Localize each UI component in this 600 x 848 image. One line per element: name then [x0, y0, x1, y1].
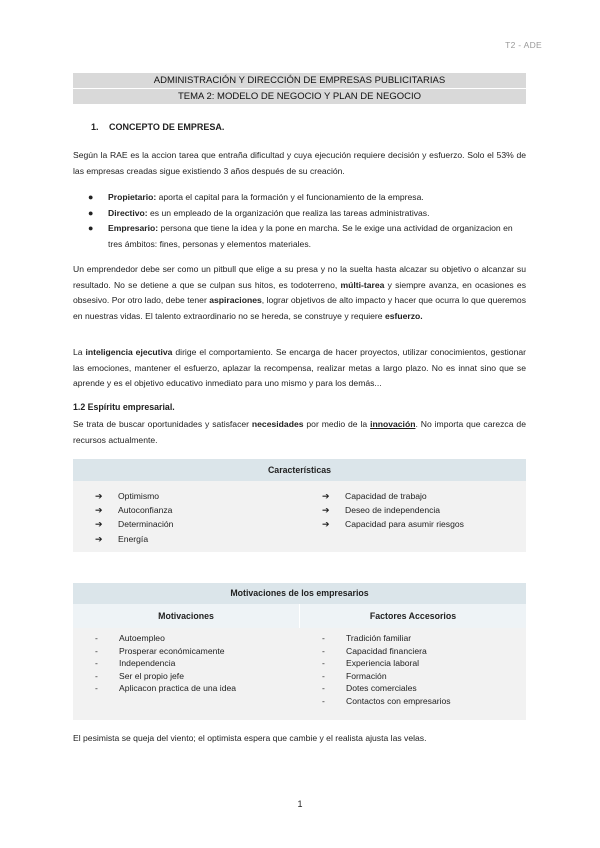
item-label: Optimismo — [118, 491, 160, 501]
list-item — [322, 645, 451, 658]
list-item — [322, 632, 451, 645]
bullet-icon: ● — [88, 192, 94, 202]
list-item — [95, 645, 236, 658]
bold-run: necesidades — [251, 419, 304, 429]
characteristics-right-list — [322, 489, 464, 532]
topic-banner: TEMA 2: MODELO DE NEGOCIO Y PLAN DE NEGOCIO — [73, 89, 526, 104]
term: Propietario: — [108, 192, 157, 202]
arrow-right-icon: ➔ — [95, 533, 103, 544]
item-label: Independencia — [119, 658, 176, 669]
list-item — [95, 670, 236, 683]
section-number: 1. — [91, 122, 99, 132]
characteristics-left-list — [95, 489, 173, 546]
dash-icon: - — [322, 695, 325, 706]
list-item — [95, 489, 173, 503]
characteristics-table — [73, 459, 526, 552]
arrow-right-icon: ➔ — [95, 505, 103, 516]
text-run: Un emprendedor debe ser como un pitbull que elige a su presa y no la suelta hasta alcazar su objetivo o alcanzar su resultado. No se detiene a que se culpan sus hitos, es todoterreno, — [73, 264, 526, 290]
list-item — [95, 517, 173, 531]
page-number: 1 — [297, 799, 303, 809]
dash-icon: - — [322, 670, 325, 681]
dash-icon: - — [95, 645, 98, 656]
bullet-icon: ● — [88, 223, 94, 234]
text-run: La — [73, 347, 86, 357]
item-label: Experiencia laboral — [346, 658, 420, 669]
text-run: Se trata de buscar oportunidades y satisfacer — [73, 419, 252, 429]
table-subheader — [73, 604, 526, 628]
paragraph-espiritu — [73, 417, 526, 448]
list-item — [88, 190, 528, 206]
dash-icon: - — [95, 670, 98, 681]
section-heading — [91, 122, 224, 132]
bold-run: esfuerzo. — [384, 310, 423, 321]
item-label: Autoconfianza — [118, 505, 173, 516]
table-header: Motivaciones de los empresarios — [73, 583, 526, 604]
term: Directivo: — [108, 207, 148, 218]
closing-quote: El pesimista se queja del viento; el optimista espera que cambie y el realista ajusta las velas. — [73, 733, 427, 743]
bold-run: múlti-tarea — [340, 279, 385, 290]
bold-run: aspiraciones — [209, 295, 262, 306]
arrow-right-icon: ➔ — [322, 505, 330, 516]
list-item — [322, 682, 451, 695]
dash-icon: - — [322, 658, 325, 669]
item-label: Prosperar económicamente — [119, 645, 225, 656]
page-header-label: T2 - ADE — [505, 40, 542, 50]
dash-icon: - — [95, 658, 98, 669]
item-label: Capacidad para asumir riesgos — [345, 519, 464, 530]
list-item — [95, 503, 173, 517]
roles-list — [88, 190, 528, 252]
subsection-heading: 1.2 Espíritu empresarial. — [73, 402, 175, 412]
paragraph-emprendedor — [73, 262, 526, 324]
section-title: CONCEPTO DE EMPRESA. — [109, 122, 225, 132]
item-label: Energía — [118, 533, 149, 544]
dash-icon: - — [95, 683, 98, 694]
bullet-icon: ● — [88, 207, 94, 218]
list-item — [322, 503, 464, 517]
list-item — [88, 221, 528, 252]
table-body — [73, 481, 526, 552]
item-label: Deseo de independencia — [345, 505, 441, 516]
text-run: y siempre avanza, en ocasiones es obsesivo. Por otro lado, debe tener — [73, 279, 527, 306]
paragraph-rae: Según la RAE es la accion tarea que entraña dificultad y cuya ejecución requiere decisión y esfuerzo. Solo el 53% de las empresas creadas sigue existiendo 3 años después de su creación. — [73, 150, 526, 176]
item-label: Capacidad de trabajo — [345, 491, 427, 501]
list-item — [95, 657, 236, 670]
arrow-right-icon: ➔ — [95, 491, 103, 501]
list-item — [95, 632, 236, 645]
column-header-factores: Factores Accesorios — [299, 604, 526, 628]
item-label: Dotes comerciales — [346, 683, 417, 694]
definition: es un empleado de la organización que realiza las tareas administrativas. — [147, 207, 430, 218]
text-run: por medio de la — [303, 419, 371, 429]
dash-icon: - — [322, 645, 325, 656]
arrow-right-icon: ➔ — [322, 491, 330, 501]
list-item — [322, 695, 451, 708]
definition: persona que tiene la idea y la pone en marcha. Se le exige una actividad de organizacion en tres ámbitos: fines, personas y elementos materiales. — [108, 223, 513, 249]
table-header: Características — [73, 459, 526, 481]
column-header-motivaciones: Motivaciones — [73, 604, 299, 628]
item-label: Ser el propio jefe — [119, 670, 184, 681]
arrow-right-icon: ➔ — [95, 519, 103, 530]
motivations-list — [95, 632, 236, 695]
definition: aporta el capital para la formación y el funcionamiento de la empresa. — [156, 192, 424, 202]
list-item — [95, 532, 173, 546]
motivations-table — [73, 583, 526, 720]
text-run: , lograr objetivos de alto impacto y hacer que ocurra lo que queremos en nuestras vidas. El talento extraordinario no se hereda, se construye y requiere — [73, 295, 526, 321]
dash-icon: - — [95, 633, 98, 643]
list-item — [322, 489, 464, 503]
list-item — [95, 682, 236, 695]
item-label: Tradición familiar — [346, 633, 412, 643]
subject-banner: ADMINISTRACIÓN Y DIRECCIÓN DE EMPRESAS PUBLICITARIAS — [73, 73, 526, 88]
underlined-bold-run: innovación — [370, 419, 416, 429]
dash-icon: - — [322, 633, 325, 643]
dash-icon: - — [322, 683, 325, 694]
factors-list — [322, 632, 451, 708]
table-body — [73, 628, 526, 720]
paragraph-inteligencia — [73, 345, 526, 392]
item-label: Capacidad financiera — [346, 645, 427, 656]
term: Empresario: — [108, 223, 159, 234]
item-label: Aplicacon practica de una idea — [119, 683, 237, 694]
item-label: Determinación — [118, 519, 174, 530]
item-label: Formación — [346, 670, 387, 681]
list-item — [322, 670, 451, 683]
list-item — [88, 206, 528, 222]
text-run: dirige el comportamiento. Se encarga de hacer proyectos, utilizar conocimientos, gestionar las emociones, mantener el esfuerzo, aplazar la recompensa, realizar metas a largo plazo. No es innat sino que se aprende y es el objetivo educativo inmediato para uno mismo y para los demás... — [73, 347, 527, 389]
arrow-right-icon: ➔ — [322, 519, 330, 530]
item-label: Autoempleo — [119, 633, 165, 643]
list-item — [322, 657, 451, 670]
bold-run: inteligencia ejecutiva — [85, 347, 173, 357]
item-label: Contactos con empresarios — [346, 695, 451, 706]
list-item — [322, 517, 464, 531]
text-run: . No importa que carezca de recursos actualmente. — [73, 419, 526, 445]
